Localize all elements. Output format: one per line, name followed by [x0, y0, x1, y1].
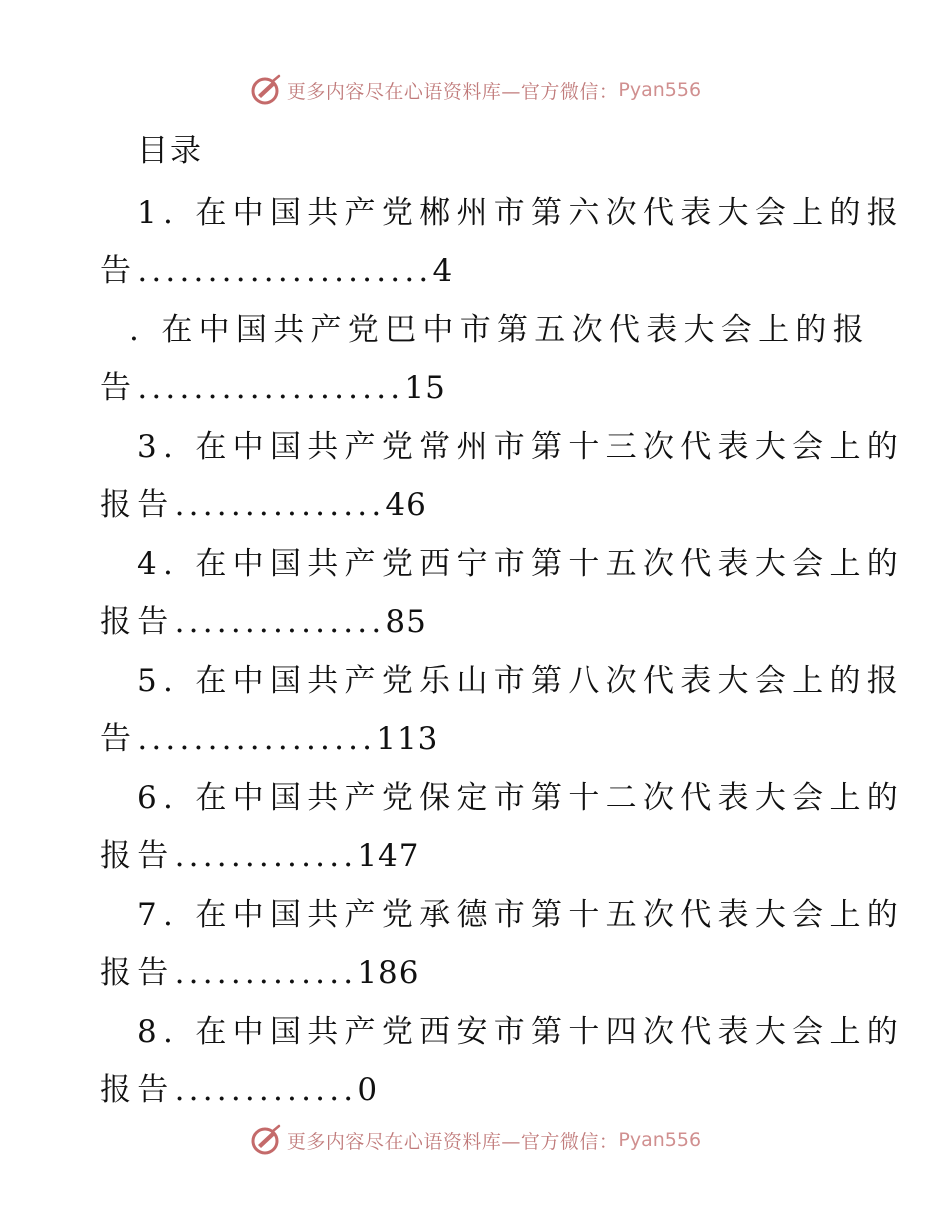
- toc-entry-leader: .............: [174, 838, 358, 874]
- footer-watermark-banner: [0, 1123, 950, 1157]
- toc-entry-page: 186: [357, 955, 420, 991]
- toc-entry-leader: .............: [174, 955, 358, 991]
- toc-entry-number: 6.: [137, 780, 180, 816]
- toc-entry-title: 在中国共产党承德市第十五次代表大会上的: [195, 897, 905, 933]
- pen-logo-icon: [249, 73, 283, 107]
- toc-entry-number: 3.: [137, 429, 180, 465]
- toc-entry-page: 85: [385, 604, 427, 640]
- toc-entry-page: 4: [432, 253, 454, 289]
- toc-entry-title: 在中国共产党常州市第十三次代表大会上的: [195, 429, 905, 465]
- toc-entry-title-cont: 报告: [100, 1072, 175, 1108]
- toc-entry-title-cont: 告: [100, 253, 138, 289]
- toc-entry-title: 在中国共产党西安市第十四次代表大会上的: [195, 1014, 905, 1050]
- toc-entry-number: 8.: [137, 1014, 180, 1050]
- toc-entry-page: 15: [404, 370, 446, 406]
- banner-wechat-id: Pyan556: [618, 1129, 702, 1151]
- toc-entry-leader: ...................: [137, 370, 405, 406]
- banner-text: 更多内容尽在心语资料库—官方微信：: [286, 80, 619, 103]
- toc-entry-title: 在中国共产党保定市第十二次代表大会上的: [195, 780, 905, 816]
- toc-entry-title-cont: 告: [100, 370, 138, 406]
- toc-entry-number: 1.: [137, 195, 180, 231]
- toc-entry-title-cont: 报告: [100, 604, 175, 640]
- toc-entry-leader: .................: [137, 721, 377, 757]
- toc-entry-title: 在中国共产党西宁市第十五次代表大会上的: [195, 546, 905, 582]
- toc-entry-number: 7.: [137, 897, 180, 933]
- toc-entry-title: 在中国共产党乐山市第八次代表大会上的报: [195, 663, 905, 699]
- toc-entry-page: 46: [385, 487, 427, 523]
- toc-entry-page: 113: [376, 721, 439, 757]
- toc-entry-page: 147: [357, 838, 420, 874]
- toc-entry-number: .: [129, 312, 146, 348]
- toc-entry-title: 在中国共产党巴中市第五次代表大会上的报: [161, 312, 871, 348]
- pen-logo-icon: [249, 1123, 283, 1157]
- toc-entry-number: 4.: [137, 546, 180, 582]
- toc-entry-leader: ...............: [174, 604, 386, 640]
- toc-entry-number: 5.: [137, 663, 180, 699]
- toc-entry-leader: ...............: [174, 487, 386, 523]
- toc-entry-title-cont: 报告: [100, 487, 175, 523]
- toc-entry-title-cont: 告: [100, 721, 138, 757]
- toc-entry-title-cont: 报告: [100, 955, 175, 991]
- banner-wechat-id: Pyan556: [618, 79, 702, 101]
- toc-entry-leader: .............: [174, 1072, 358, 1108]
- toc-entry-title: 在中国共产党郴州市第六次代表大会上的报: [195, 195, 905, 231]
- toc-title: 目录: [137, 133, 203, 169]
- header-watermark-banner: [0, 73, 950, 107]
- toc-entry-page: 0: [357, 1072, 379, 1108]
- toc-entry-leader: .....................: [137, 253, 433, 289]
- banner-text: 更多内容尽在心语资料库—官方微信：: [286, 1130, 619, 1153]
- toc-entry-title-cont: 报告: [100, 838, 175, 874]
